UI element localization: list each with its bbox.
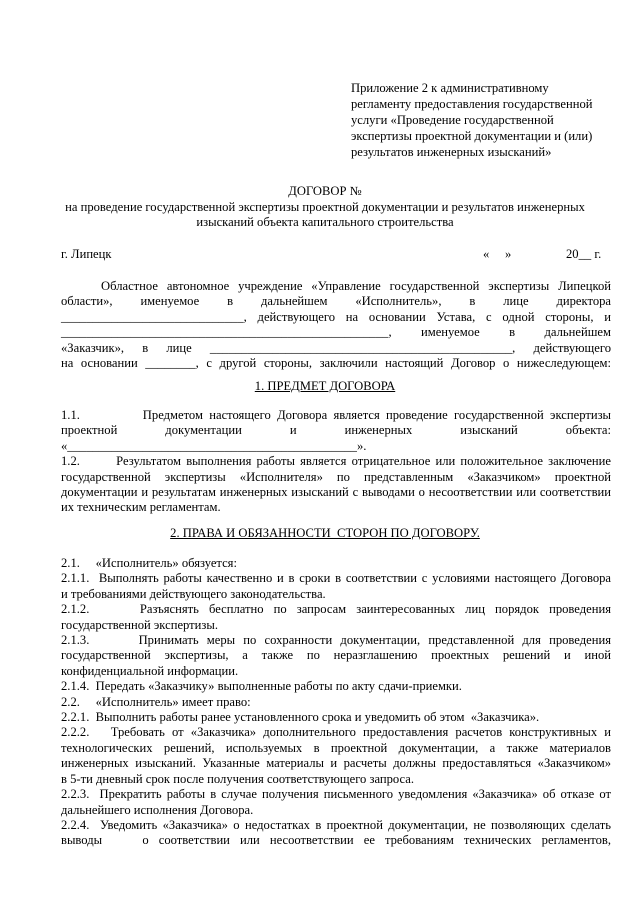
clause-line: 1.1. Предметом настоящего Договора является проведение государственной экспертизы <box>61 408 611 422</box>
title-line: ДОГОВОР № <box>288 184 362 198</box>
clause-line: «______________________________________________». <box>61 438 367 453</box>
section-2 <box>61 556 611 849</box>
clause-line: технологических решений, используемых в проектной документации, а также материалов <box>61 740 611 755</box>
clause-line: выводы о соответствии или несоответствии ее требованиям технических регламентов, <box>61 833 611 848</box>
clause-line: 2.1.1. Выполнять работы качественно и в сроки в соответствии с условиями настоящего Договора <box>61 571 611 586</box>
clause-line: и требованиями действующего законодательства. <box>61 586 326 601</box>
section-1 <box>61 408 611 516</box>
clause-line: инженерных изысканий. Указанные материалы и расчеты должны предоставляться «Заказчиком» <box>61 756 611 771</box>
clause-line: 1.2. Результатом выполнения работы является отрицательное или положительное заключение <box>61 454 611 469</box>
preamble-line: на основании ________, с другой стороны, заключили настоящий Договор о нижеследующем: <box>61 356 611 371</box>
city: г. Липецк <box>61 247 112 261</box>
appendix-line: Приложение 2 к административному <box>351 81 549 95</box>
clause-line: 2.1. «Исполнитель» обязуется: <box>61 556 237 570</box>
clause-line: документации и результатам инженерных изысканий с выводами о несоответствии или соответствии <box>61 485 611 500</box>
clause-line: проектной документации и инженерных изысканий объекта: <box>61 423 611 438</box>
clause-line: 2.1.4. Передать «Заказчику» выполненные работы по акту сдачи-приемки. <box>61 679 462 694</box>
section-1-heading: 1. ПРЕДМЕТ ДОГОВОРА <box>254 379 396 393</box>
appendix-line: результатов инженерных изысканий» <box>351 145 552 159</box>
clause-line: 2.1.2. Разъяснять бесплатно по запросам заинтересованных лиц порядок проведения <box>61 602 611 617</box>
preamble-line: области», именуемое в дальнейшем «Исполнитель», в лице директора <box>61 294 611 309</box>
date-year: 20__ г. <box>566 247 602 261</box>
preamble-line: ____________________________________________________, именуемое в дальнейшем <box>61 325 611 340</box>
title-line: изысканий объекта капитального строительства <box>196 215 454 229</box>
clause-line: государственной экспертизы, а также по неразглашению проектных решений и иной <box>61 648 611 663</box>
contract-title <box>40 184 610 231</box>
clause-line: 2.1.3. Принимать меры по сохранности документации, представленной для проведения <box>61 633 611 648</box>
clause-line: конфиденциальной информации. <box>61 663 239 678</box>
appendix-note <box>351 80 613 160</box>
appendix-line: услуги «Проведение государственной <box>351 113 554 127</box>
clause-line: 2.2.4. Уведомить «Заказчика» о недостатках в проектной документации, не позволяющих сделать <box>61 817 611 832</box>
title-line: на проведение государственной экспертизы проектной документации и результатов инженерных <box>65 199 585 214</box>
place-date-line <box>61 247 609 263</box>
clause-line: государственной экспертизы. <box>61 617 218 632</box>
clause-line: дальнейшего исполнения Договора. <box>61 802 254 817</box>
clause-line: 2.2.3. Прекратить работы в случае получения письменного уведомления «Заказчика» об отказе от <box>61 787 611 802</box>
clause-line: в 5-ти дневный срок после получения соответствующего запроса. <box>61 771 415 786</box>
preamble-line: Областное автономное учреждение «Управление государственной экспертизы Липецкой <box>101 279 611 293</box>
clause-line: 2.2.1. Выполнить работы ранее установленного срока и уведомить об этом «Заказчика». <box>61 710 540 725</box>
date-day: « » <box>483 247 512 261</box>
section-2-heading: 2. ПРАВА И ОБЯЗАННОСТИ СТОРОН ПО ДОГОВОРУ. <box>170 526 480 540</box>
clause-line: государственной экспертизы «Исполнителя» по представленным «Заказчиком» проектной <box>61 469 611 484</box>
preamble <box>61 279 611 371</box>
preamble-line: _____________________________, действующего на основании Устава, с одной стороны, и <box>61 309 611 324</box>
clause-line: 2.2.2. Требовать от «Заказчика» дополнительного предоставления расчетов конструктивных и <box>61 725 611 740</box>
clause-line: 2.2. «Исполнитель» имеет право: <box>61 694 251 709</box>
appendix-line: экспертизы проектной документации и (или) <box>351 129 593 143</box>
appendix-line: регламенту предоставления государственной <box>351 97 593 111</box>
preamble-line: «Заказчик», в лице ________________________________________________, действующего <box>61 340 611 355</box>
clause-line: их техническим регламентам. <box>61 500 221 515</box>
